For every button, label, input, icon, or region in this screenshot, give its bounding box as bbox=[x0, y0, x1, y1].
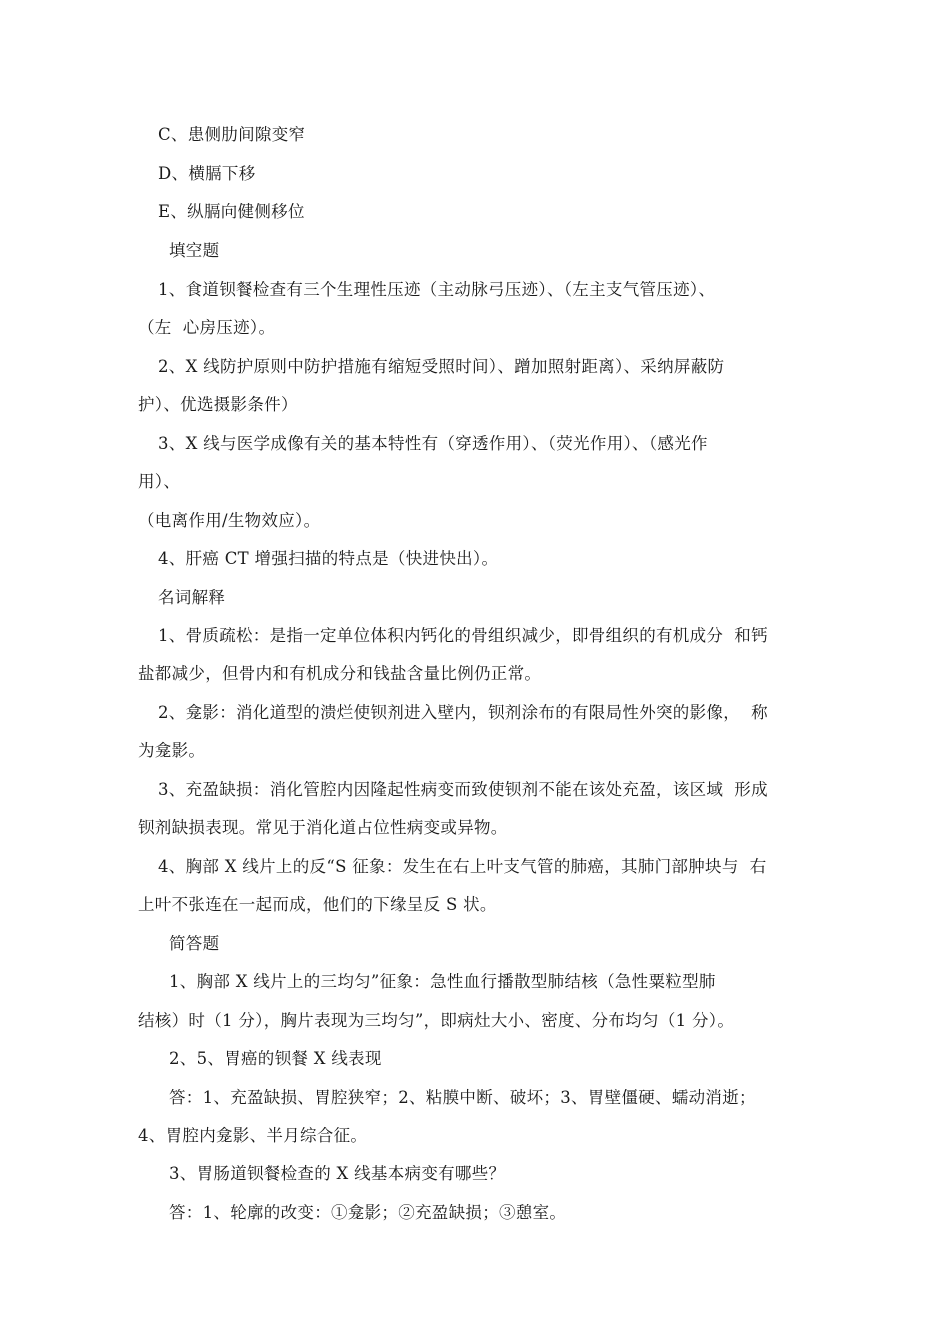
fill-in-q3-line3: （电离作用/生物效应）。 bbox=[138, 511, 321, 530]
term-2-line1: 2、龛影：消化道型的溃烂使钡剂进入壁内，钡剂涂布的有限局性外突的影像， 称 bbox=[158, 703, 768, 722]
option-e: E、纵膈向健侧移位 bbox=[158, 202, 305, 221]
short-1-line1: 1、胸部 X 线片上的三均匀”征象：急性血行播散型肺结核（急性粟粒型肺 bbox=[169, 972, 716, 991]
term-2-line2: 为龛影。 bbox=[138, 741, 206, 760]
short-3-answer-line1: 答：1、轮廓的改变：①龛影；②充盈缺损；③憩室。 bbox=[169, 1203, 567, 1222]
fill-in-q3-line1: 3、X 线与医学成像有关的基本特性有（穿透作用）、（荧光作用）、（感光作 bbox=[158, 434, 708, 453]
term-3-line1: 3、充盈缺损：消化管腔内因隆起性病变而致使钡剂不能在该处充盈，该区域 形成 bbox=[158, 780, 768, 799]
fill-in-q1-line1: 1、食道钡餐检查有三个生理性压迹（主动脉弓压迹）、（左主支气管压迹）、 bbox=[158, 280, 716, 299]
short-2-answer-line2: 4、胃腔内龛影、半月综合征。 bbox=[138, 1126, 368, 1145]
term-4-line2: 上叶不张连在一起而成，他们的下缘呈反 S 状。 bbox=[138, 895, 497, 914]
section-heading-short: 简答题 bbox=[169, 934, 220, 953]
option-c: C、患侧肋间隙变窄 bbox=[158, 125, 306, 144]
term-4-line1: 4、胸部 X 线片上的反“S 征象：发生在右上叶支气管的肺癌，其肺门部肿块与 右 bbox=[158, 857, 767, 876]
section-heading-fill-in: 填空题 bbox=[169, 241, 220, 260]
term-1-line1: 1、骨质疏松：是指一定单位体积内钙化的骨组织减少，即骨组织的有机成分 和钙 bbox=[158, 626, 768, 645]
short-2-answer-line1: 答：1、充盈缺损、胃腔狭窄；2、粘膜中断、破坏；3、胃壁僵硬、蠕动消逝； bbox=[169, 1088, 756, 1107]
fill-in-q1-line2: （左 心房压迹）。 bbox=[138, 318, 276, 337]
section-heading-terms: 名词解释 bbox=[158, 588, 226, 607]
fill-in-q3-line2: 用）、 bbox=[138, 472, 181, 491]
short-2-title: 2、5、胃癌的钡餐 X 线表现 bbox=[169, 1049, 382, 1068]
fill-in-q4-line1: 4、肝癌 CT 增强扫描的特点是（快进快出）。 bbox=[158, 549, 499, 568]
short-3-title: 3、胃肠道钡餐检查的 X 线基本病变有哪些？ bbox=[169, 1164, 506, 1183]
term-3-line2: 钡剂缺损表现。常见于消化道占位性病变或异物。 bbox=[138, 818, 508, 837]
term-1-line2: 盐都减少，但骨内和有机成分和钱盐含量比例仍正常。 bbox=[138, 664, 542, 683]
fill-in-q2-line2: 护）、优选摄影条件） bbox=[138, 395, 298, 414]
option-d: D、横膈下移 bbox=[158, 164, 256, 183]
fill-in-q2-line1: 2、X 线防护原则中防护措施有缩短受照时间）、蹭加照射距离）、采纳屏蔽防 bbox=[158, 357, 725, 376]
short-1-line2: 结核）时（1 分），胸片表现为三均匀”，即病灶大小、密度、分布均匀（1 分）。 bbox=[138, 1011, 735, 1030]
